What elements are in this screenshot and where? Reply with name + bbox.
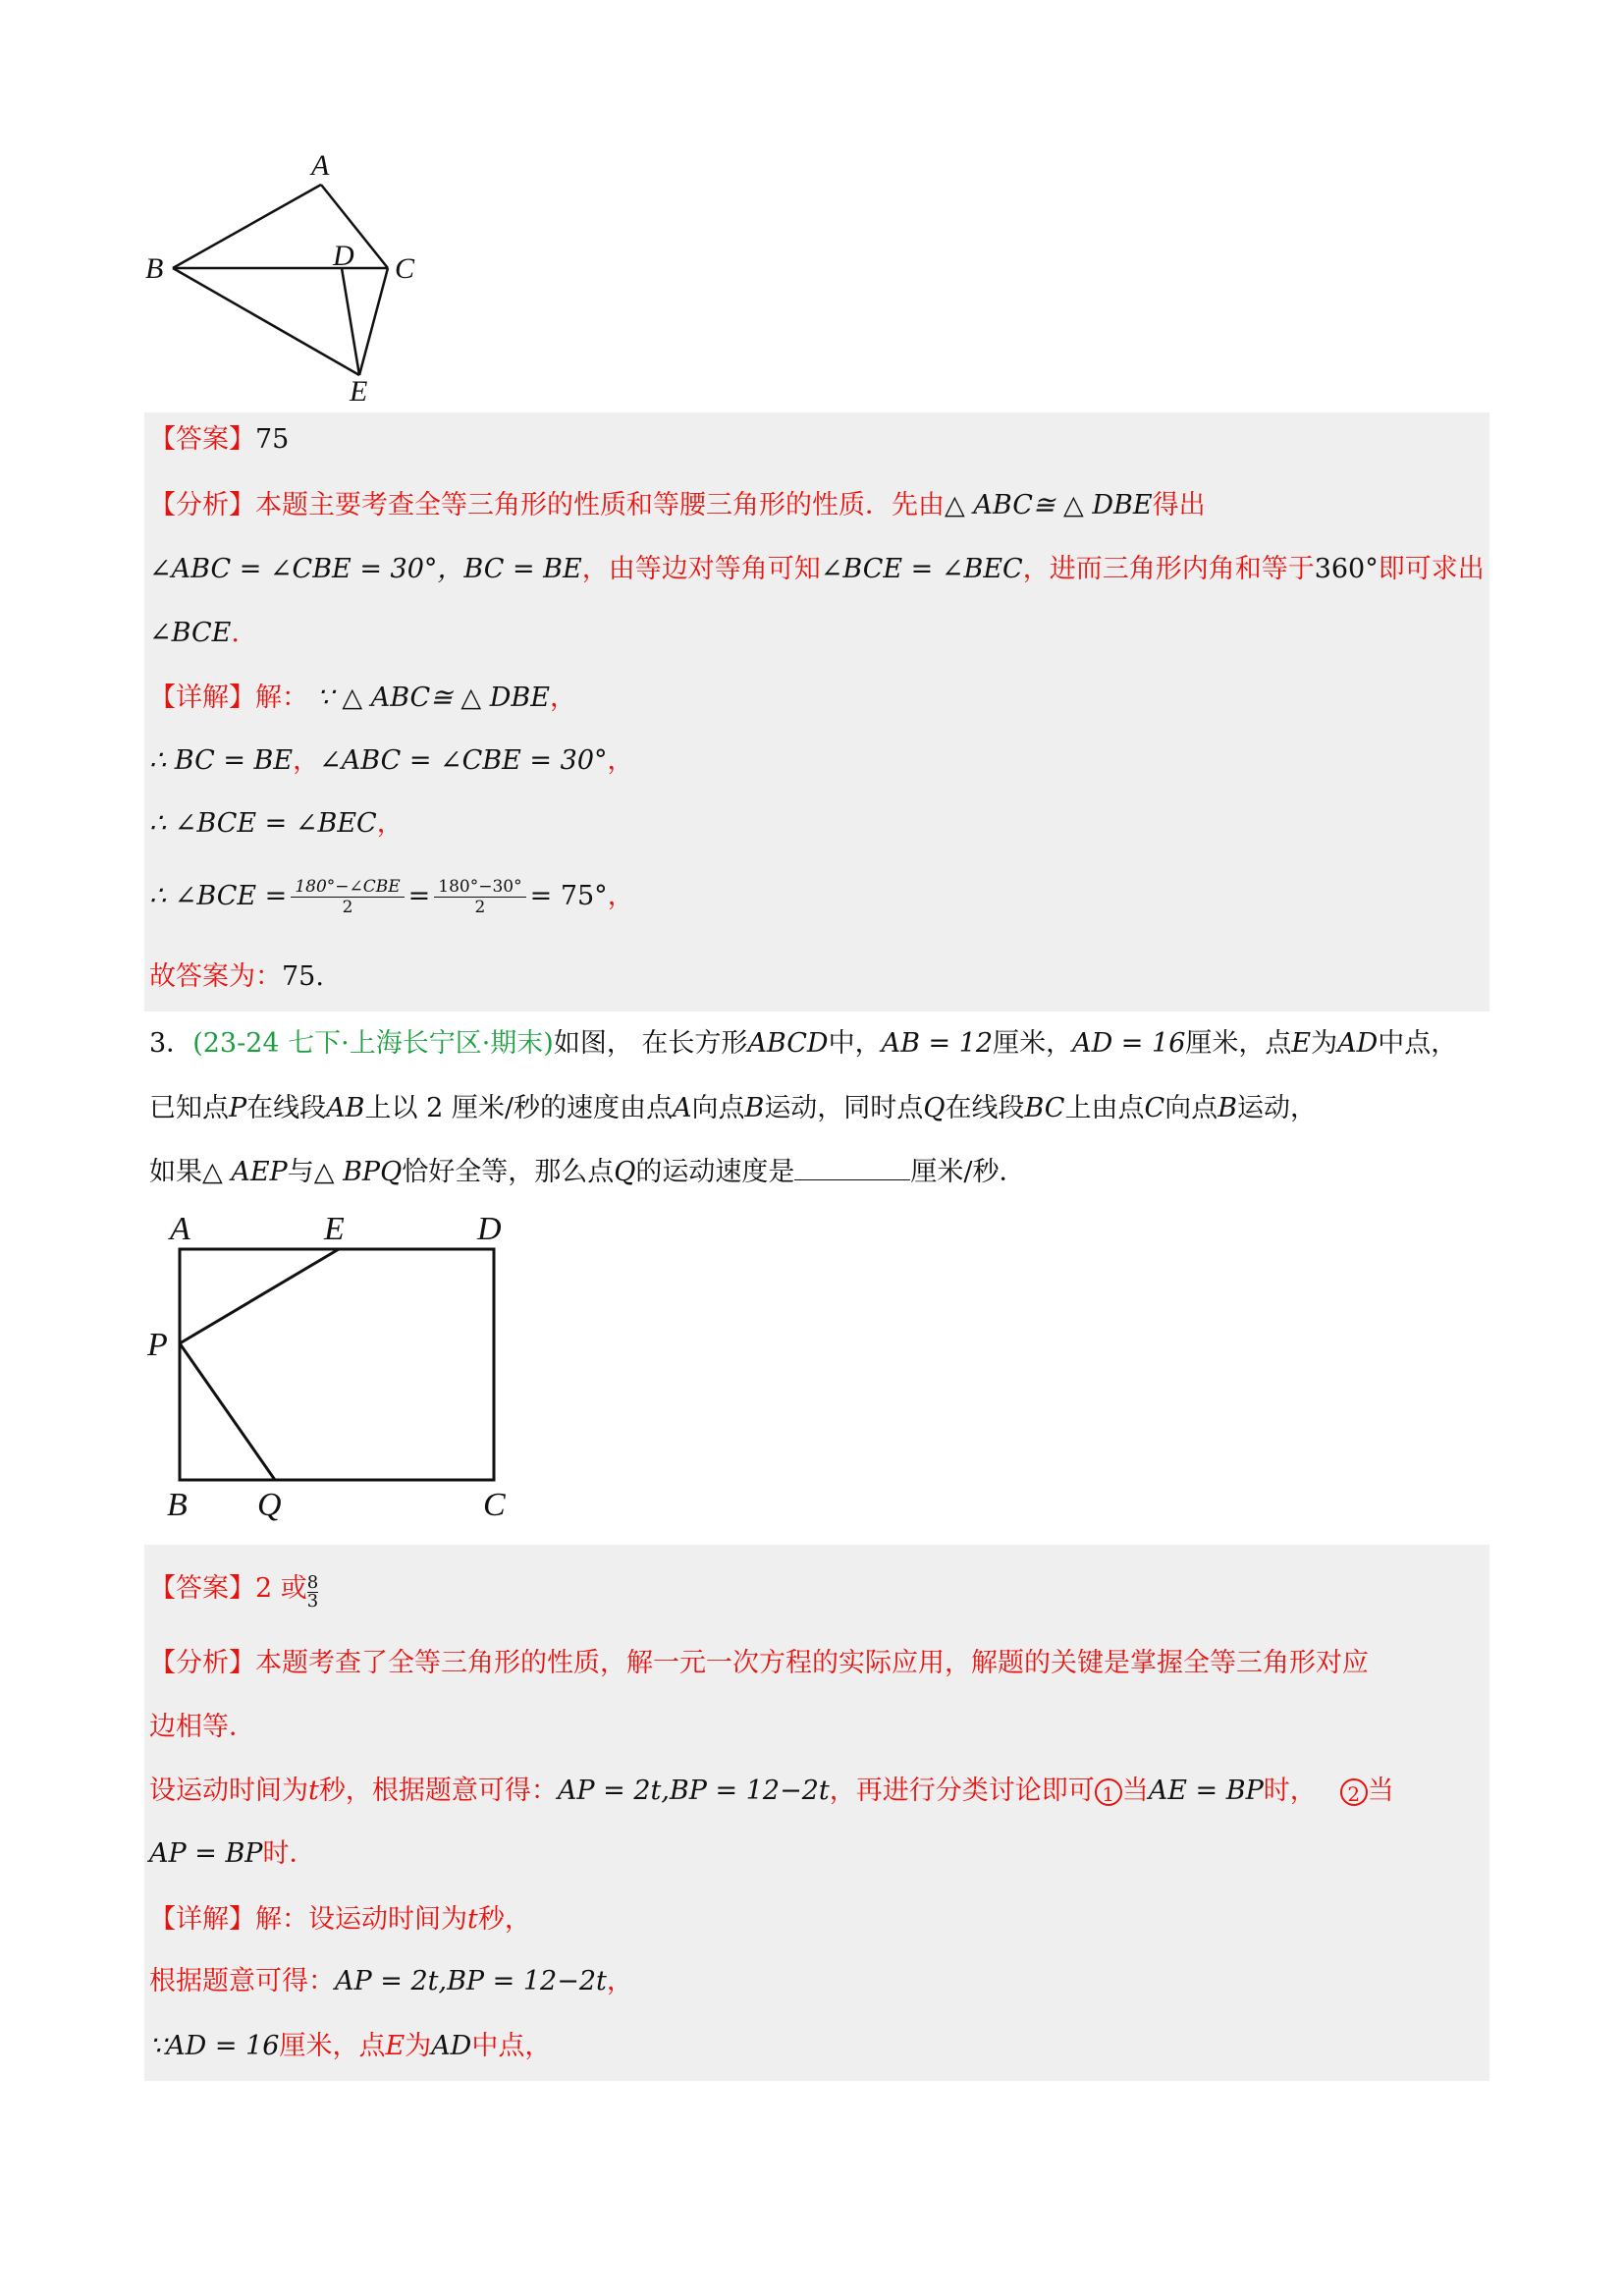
question-text: 向点 [1164,1093,1218,1123]
detail-text: 厘米，点 [279,2031,386,2061]
math-expression: B [1217,1093,1237,1123]
detail-text: ， [549,683,576,713]
analysis-text: 当 [1367,1776,1394,1806]
label-B: B [145,252,164,285]
fraction-1 [291,877,404,917]
math-expression: AP = BP [149,1838,263,1869]
question-text: 已知点 [149,1093,229,1123]
fraction-2 [434,877,525,917]
analysis-text: 本题主要考查全等三角形的性质和等腰三角形的性质．先由 [255,490,945,520]
figure-rectangle-abcd [137,1203,530,1537]
analysis-text: ，进而三角形内角和等于 [1022,554,1315,584]
math-expression: ∴ ∠BCE = ∠BEC [149,808,377,839]
math-expression: △ BPQ [313,1157,403,1187]
math-expression: ∠BCE = ∠BEC [820,554,1023,584]
math-expression: AD [1337,1028,1379,1059]
detail2-line-1 [149,1902,531,1938]
question-text: 厘米，点 [1185,1028,1292,1059]
label-C: C [395,252,415,285]
question3-line-1 [149,1026,1457,1062]
detail-line-2 [149,743,634,779]
circled-number-1: 1 [1095,1778,1122,1806]
label-A: A [311,149,330,182]
analysis-text: . [231,618,240,648]
question3-line-2 [149,1091,1317,1126]
analysis2-line-2 [149,1710,255,1745]
detail-line-1 [149,681,576,716]
analysis2-line-3 [149,1774,1394,1809]
math-expression: △ ABC≅ △ DBE [945,490,1153,520]
detail-tag: 【详解】 [149,1904,255,1935]
question-text: 中， [828,1028,882,1059]
math-expression: Q [923,1093,946,1123]
question-text: 厘米， [993,1028,1073,1059]
answer2-line [149,1561,318,1616]
label-A: A [170,1211,190,1247]
math-expression: = [407,881,431,911]
analysis-line-3 [149,616,240,651]
math-expression: △ AEP [202,1157,288,1187]
analysis-tag: 【分析】 [149,490,255,520]
detail-text: 中点， [471,2031,552,2061]
question-text: 恰好全等，那么点 [402,1157,615,1187]
answer-value: 2 或 [255,1573,307,1604]
figure-triangle-abc-dbe [137,147,432,412]
detail-text: ， [376,808,404,839]
detail-text: 为 [405,2031,432,2061]
fraction-numerator: 180°−∠CBE [291,877,404,898]
answer-fraction [307,1574,318,1611]
label-P: P [147,1327,168,1363]
question-text: 向点 [691,1093,745,1123]
math-expression: = 75° [529,881,608,911]
analysis2-line-1 [149,1646,1369,1681]
math-expression: AD [431,2031,472,2061]
question-text: 运动，同时点 [764,1093,924,1123]
math-expression: ∠ABC = ∠CBE = 30°，BC = BE [149,554,582,584]
question-text: 的运动速度是 [635,1157,795,1187]
analysis-line-2 [149,552,1485,587]
detail-text: 解： [255,683,308,713]
analysis-tag: 【分析】 [149,1648,255,1678]
math-expression: AE = BP [1148,1776,1264,1806]
question-text: 如果 [149,1157,202,1187]
detail-text: ， [607,881,634,911]
label-E: E [350,375,368,408]
detail-line-4 [149,872,634,921]
fraction-numerator: 180°−30° [434,877,525,898]
math-expression: C [1144,1093,1165,1123]
math-expression: ∴ BC = BE [149,745,294,776]
analysis-text: 时， [1263,1776,1317,1806]
fraction-denominator: 2 [474,898,486,917]
analysis-line-1 [149,488,1206,523]
math-expression: AD = 16 [1072,1028,1186,1059]
answer-tag: 【答案】 [149,1573,255,1604]
analysis2-line-4 [149,1836,315,1872]
math-expression: B [744,1093,765,1123]
label-D: D [333,240,354,272]
math-expression: ∠ABC = ∠CBE = 30° [319,745,608,776]
detail-text: ， [606,1966,633,1996]
circled-number-2: 2 [1340,1778,1368,1806]
detail-text: 解：设运动时间为 [255,1904,467,1935]
detail-text: 根据题意可得： [149,1966,335,1996]
math-expression: ∵ △ ABC≅ △ DBE [316,683,550,713]
answer-value: 75 [255,424,290,455]
question3-line-3 [149,1155,1025,1190]
answer-line-1 [149,422,289,458]
detail-tag: 【详解】 [149,683,255,713]
label-C: C [483,1487,506,1523]
answer-block-2 [144,1545,1489,2081]
fraction-denominator: 2 [342,898,353,917]
label-D: D [477,1211,502,1247]
fraction-denominator: 3 [306,1591,319,1612]
math-expression: ∵AD = 16 [149,2031,280,2061]
detail-line-3 [149,806,404,842]
math-expression: E [1291,1028,1312,1059]
question-text: 厘米/秒． [910,1157,1026,1187]
detail2-line-2 [149,1964,633,1999]
analysis-text: 边相等． [149,1712,255,1742]
math-expression: AB = 12 [881,1028,994,1059]
math-expression: t [308,1776,319,1806]
label-E: E [324,1211,345,1247]
question-source: (23-24 七下·上海长宁区·期末) [192,1028,554,1059]
question-text: 上由点 [1064,1093,1145,1123]
analysis-text: ，再进行分类讨论即可 [829,1776,1095,1806]
analysis-text: 本题考查了全等三角形的性质，解一元一次方程的实际应用，解题的关键是掌握全等三角形对应 [255,1648,1369,1678]
math-expression: ∠BCE [149,618,232,648]
final-answer-line [149,959,324,995]
analysis-text: 时． [262,1838,316,1869]
analysis-text: 秒，根据题意可得： [318,1776,558,1806]
question-text: 如图， 在长方形 [553,1028,748,1059]
final-text: 故答案为： [149,961,282,992]
math-expression: E [385,2031,406,2061]
math-expression: AB [326,1093,365,1123]
question-text: 为 [1311,1028,1338,1059]
math-expression: ∴ ∠BCE = [149,881,288,911]
math-expression: Q [614,1157,636,1187]
question-text: 在线段 [246,1093,327,1123]
detail-text: ， [607,745,634,776]
math-expression: P [229,1093,247,1123]
answer-tag: 【答案】 [149,424,255,455]
question-number: 3． [149,1028,193,1059]
analysis-text: 得出 [1152,490,1206,520]
math-expression: 360° [1314,554,1379,584]
math-expression: t [467,1904,478,1935]
math-expression: ABCD [747,1028,829,1059]
detail-text: ， [293,745,320,776]
math-expression: AP = 2t,BP = 12−2t [335,1966,607,1996]
question-text: 与 [287,1157,314,1187]
question-text: 中点， [1378,1028,1458,1059]
detail-text: 秒， [477,1904,531,1935]
final-value: 75 [282,961,316,992]
question-text: 上以 2 厘米/秒的速度由点 [364,1093,673,1123]
question-text: 运动， [1236,1093,1317,1123]
analysis-text: 设运动时间为 [149,1776,308,1806]
detail2-line-3 [149,2029,551,2064]
analysis-text: 即可求出 [1378,554,1485,584]
math-expression: BC [1024,1093,1065,1123]
fraction-numerator: 8 [306,1572,319,1593]
math-expression: AP = 2t,BP = 12−2t [557,1776,830,1806]
label-B: B [167,1487,188,1523]
final-text: . [315,961,324,992]
label-Q: Q [257,1487,282,1523]
analysis-text: ，由等边对等角可知 [581,554,821,584]
math-expression: A [672,1093,692,1123]
answer-blank[interactable] [794,1156,910,1180]
analysis-text: 当 [1121,1776,1149,1806]
question-text: 在线段 [945,1093,1025,1123]
